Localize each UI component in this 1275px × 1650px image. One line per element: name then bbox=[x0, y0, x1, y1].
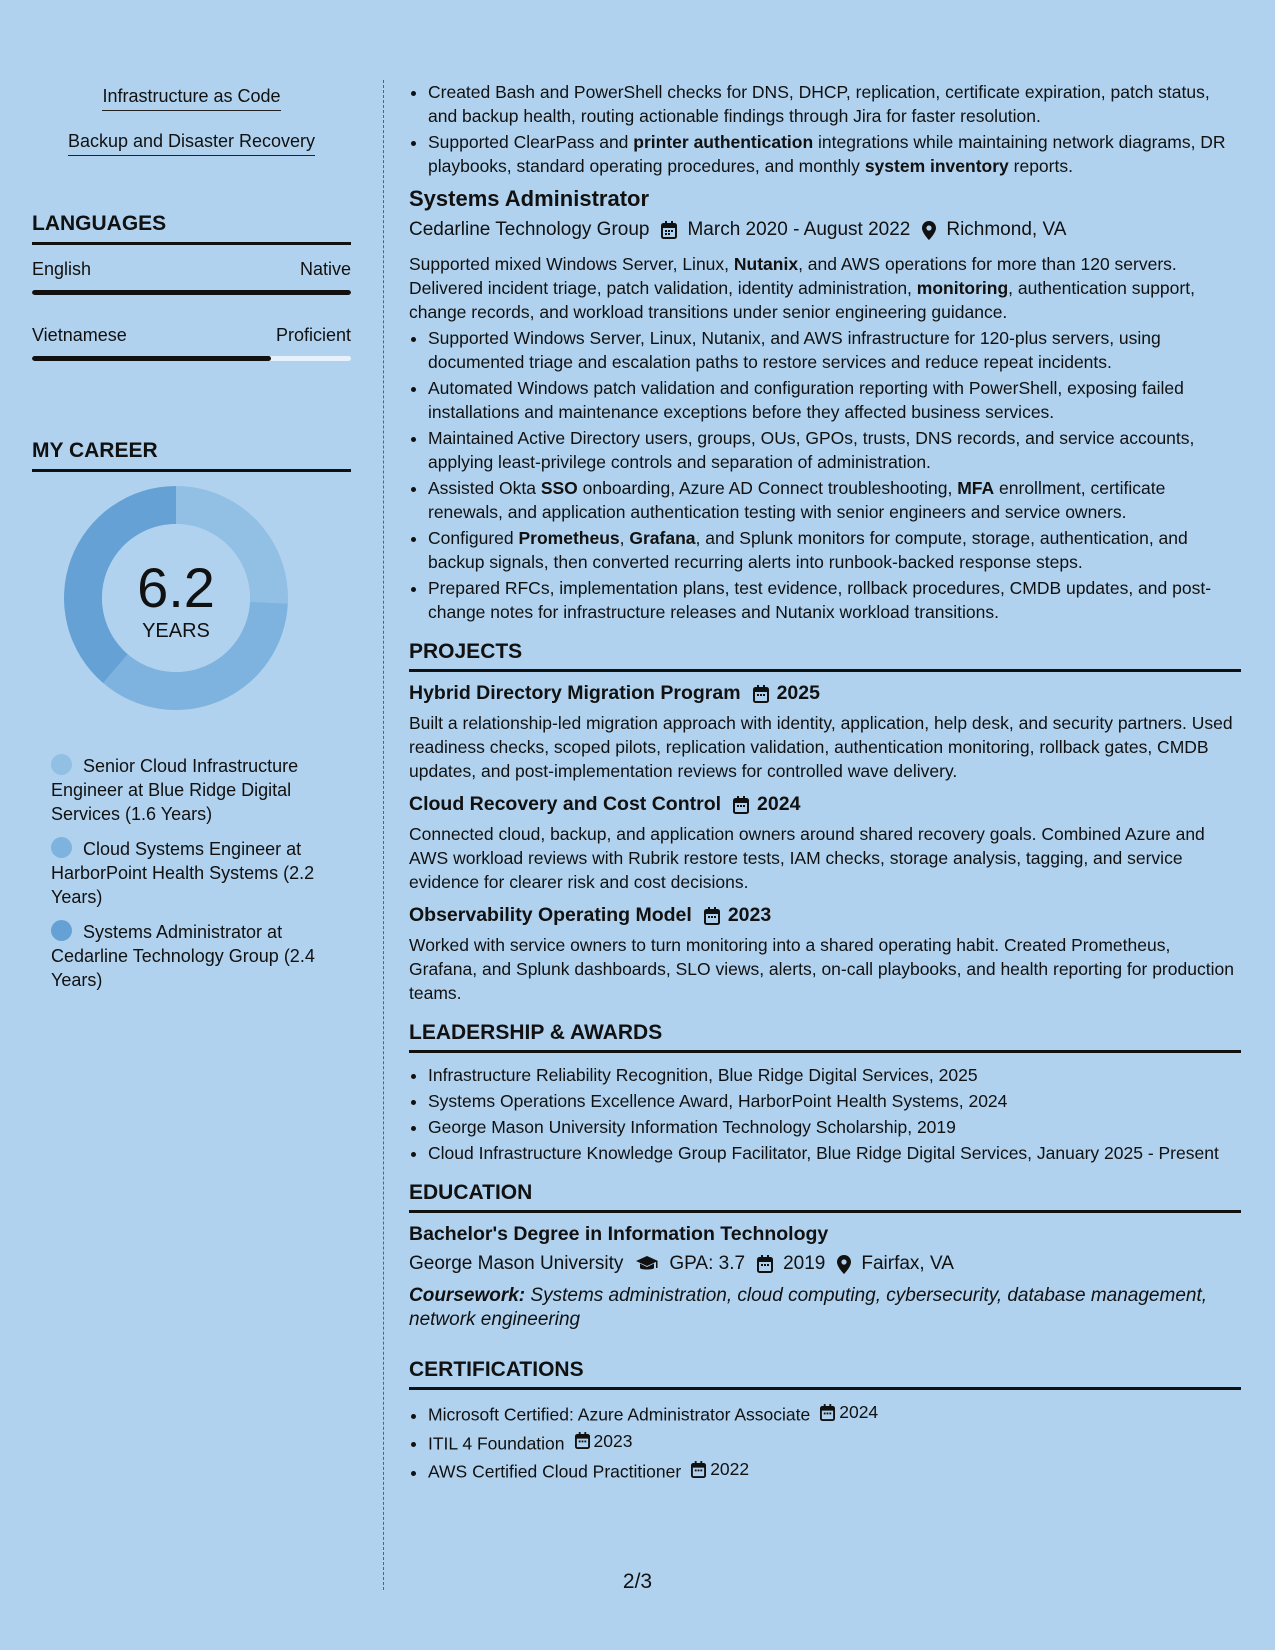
language-name: English bbox=[32, 259, 92, 279]
language-bar-fill bbox=[32, 290, 351, 295]
career-donut bbox=[32, 486, 351, 726]
legend-label: Systems Administrator at Cedarline Technology Group (2.4 Years) bbox=[51, 922, 315, 990]
languages-title: LANGUAGES bbox=[32, 212, 351, 245]
certification-item bbox=[428, 1457, 1241, 1484]
award-item: • Systems Operations Excellence Award, HarborPoint Health Systems, 2024 bbox=[428, 1089, 1241, 1113]
education-degree: Bachelor's Degree in Information Technology bbox=[409, 1223, 829, 1245]
certification-item bbox=[428, 1429, 1241, 1456]
job-dates: March 2020 - August 2022 bbox=[687, 219, 911, 240]
calendar-icon bbox=[704, 907, 720, 925]
language-item bbox=[32, 325, 351, 361]
award-item: • Cloud Infrastructure Knowledge Group Facilitator, Blue Ridge Digital Services, January 2025 - Present bbox=[428, 1141, 1241, 1165]
project-item bbox=[409, 793, 1241, 894]
education-location: Fairfax, VA bbox=[861, 1253, 954, 1274]
calendar-icon bbox=[575, 1432, 590, 1449]
career-years-label: YEARS bbox=[142, 620, 210, 642]
job-summary: Supported mixed Windows Server, Linux, Nutanix, and AWS operations for more than 120 servers. Delivered incident triage, patch validation, identity administration, monitoring, authentication support, change records, and workload transitions under senior engineering guidance. bbox=[409, 254, 1195, 322]
project-year: 2024 bbox=[757, 793, 801, 815]
job-company: Cedarline Technology Group bbox=[409, 219, 650, 240]
certification-item bbox=[428, 1400, 1241, 1427]
skills-list bbox=[32, 78, 351, 168]
language-level: Proficient bbox=[275, 325, 351, 345]
project-item bbox=[409, 682, 1241, 783]
previous-job-bullets bbox=[409, 80, 1241, 178]
calendar-icon bbox=[691, 1461, 706, 1478]
graduation-cap-icon bbox=[635, 1255, 659, 1273]
education-entry bbox=[409, 1223, 1241, 1332]
education-school: George Mason University bbox=[409, 1253, 624, 1274]
career-legend-item bbox=[51, 754, 351, 826]
map-pin-icon bbox=[922, 221, 936, 240]
certifications-list bbox=[409, 1400, 1241, 1484]
certification-year: 2024 bbox=[839, 1402, 879, 1422]
bullet-item: • Configured Prometheus, Grafana, and Splunk monitors for compute, storage, authentication, and backup signals, then converted recurring alerts into runbook-backed response steps. bbox=[428, 526, 1241, 574]
project-year: 2023 bbox=[727, 904, 772, 926]
bullet-item: • Automated Windows patch validation and configuration reporting with PowerShell, exposing failed installations and maintenance exceptions before they affected business services. bbox=[428, 376, 1241, 424]
calendar-icon bbox=[753, 685, 769, 703]
project-name: Hybrid Directory Migration Program bbox=[409, 682, 741, 704]
certification-year: 2022 bbox=[710, 1459, 750, 1479]
awards-title: LEADERSHIP & AWARDS bbox=[409, 1021, 1241, 1053]
bullet-item: • Supported Windows Server, Linux, Nutanix, and AWS infrastructure for 120-plus servers, using documented triage and escalation paths to restore services and reduce repeat incidents. bbox=[428, 326, 1241, 374]
language-bar bbox=[32, 290, 351, 295]
calendar-icon bbox=[820, 1404, 835, 1421]
certifications-title: CERTIFICATIONS bbox=[409, 1358, 1241, 1390]
languages-section bbox=[32, 212, 351, 361]
language-item bbox=[32, 259, 351, 295]
projects-title: PROJECTS bbox=[409, 640, 1241, 672]
award-item: • Infrastructure Reliability Recognition, Blue Ridge Digital Services, 2025 bbox=[428, 1063, 1241, 1087]
map-pin-icon bbox=[837, 1255, 851, 1274]
project-description: Worked with service owners to turn monitoring into a shared operating habit. Created Prometheus, Grafana, and Splunk dashboards, SLO views, alerts, on-call playbooks, and health reporting for production teams. bbox=[409, 935, 1234, 1003]
project-name: Cloud Recovery and Cost Control bbox=[409, 793, 722, 815]
calendar-icon bbox=[757, 1255, 773, 1273]
left-column bbox=[32, 78, 351, 1003]
project-name: Observability Operating Model bbox=[409, 904, 692, 926]
certification-name: Microsoft Certified: Azure Administrator Associate bbox=[428, 1404, 811, 1425]
skill-item: Infrastructure as Code bbox=[102, 86, 280, 111]
coursework-label: Coursework: bbox=[409, 1285, 526, 1306]
page-number: 2/3 bbox=[622, 1570, 653, 1593]
education-year: 2019 bbox=[783, 1253, 826, 1274]
language-bar-fill bbox=[32, 356, 271, 361]
legend-label: Cloud Systems Engineer at HarborPoint Health Systems (2.2 Years) bbox=[51, 839, 315, 907]
language-level: Native bbox=[299, 259, 351, 279]
column-divider bbox=[383, 80, 384, 1590]
project-description: Built a relationship-led migration approach with identity, application, help desk, and security partners. Used readiness checks, scoped pilots, replication validation, authentication monitoring, rollback gates, CMDB updates, and post-implementation reviews for controlled wave delivery. bbox=[409, 713, 1233, 781]
project-year: 2025 bbox=[776, 682, 820, 704]
legend-dot bbox=[51, 754, 72, 775]
job-title: Systems Administrator bbox=[409, 186, 650, 211]
awards-list bbox=[409, 1063, 1241, 1165]
career-legend-item bbox=[51, 837, 351, 909]
bullet-item: • Supported ClearPass and printer authentication integrations while maintaining network diagrams, DR playbooks, standard operating procedures, and monthly system inventory reports. bbox=[428, 130, 1241, 178]
job-bullets bbox=[409, 326, 1241, 624]
certification-name: ITIL 4 Foundation bbox=[428, 1433, 565, 1453]
project-description: Connected cloud, backup, and application owners around shared recovery goals. Combined Azure and AWS workload reviews with Rubrik restore tests, IAM checks, storage analysis, tagging, and service evidence for clearer risk and cost decisions. bbox=[409, 824, 1205, 892]
career-legend bbox=[32, 754, 351, 992]
bullet-item: • Assisted Okta SSO onboarding, Azure AD Connect troubleshooting, MFA enrollment, certificate renewals, and application authentication testing with senior engineers and service owners. bbox=[428, 476, 1241, 524]
bullet-item: • Maintained Active Directory users, groups, OUs, GPOs, trusts, DNS records, and service accounts, applying least-privilege controls and separation of administration. bbox=[428, 426, 1241, 474]
career-section bbox=[32, 439, 351, 992]
bullet-item: • Created Bash and PowerShell checks for DNS, DHCP, replication, certificate expiration, patch status, and backup health, routing actionable findings through Jira for faster resolution. bbox=[428, 80, 1241, 128]
job-meta bbox=[409, 216, 1241, 244]
certification-year: 2023 bbox=[593, 1430, 633, 1451]
career-title: MY CAREER bbox=[32, 439, 351, 472]
career-years-value: 6.2 bbox=[137, 556, 215, 619]
education-gpa: GPA: 3.7 bbox=[669, 1253, 746, 1274]
skill-item: Backup and Disaster Recovery bbox=[68, 131, 315, 156]
job-entry bbox=[409, 186, 1241, 624]
legend-label: Senior Cloud Infrastructure Engineer at Blue Ridge Digital Services (1.6 Years) bbox=[51, 756, 299, 824]
calendar-icon bbox=[661, 221, 677, 239]
award-item: • George Mason University Information Technology Scholarship, 2019 bbox=[428, 1115, 1241, 1139]
job-location: Richmond, VA bbox=[946, 219, 1067, 240]
career-legend-item bbox=[51, 920, 351, 992]
legend-dot bbox=[51, 920, 72, 941]
right-column bbox=[409, 80, 1241, 1486]
coursework-text: Systems administration, cloud computing, cybersecurity, database management, network engineering bbox=[409, 1285, 1208, 1330]
language-name: Vietnamese bbox=[32, 325, 127, 345]
education-title: EDUCATION bbox=[409, 1181, 1241, 1213]
education-coursework bbox=[409, 1284, 1241, 1332]
certification-name: AWS Certified Cloud Practitioner bbox=[428, 1461, 682, 1482]
education-meta bbox=[409, 1250, 1241, 1278]
language-bar bbox=[32, 356, 351, 361]
bullet-item: • Prepared RFCs, implementation plans, test evidence, rollback procedures, CMDB updates, and post-change notes for infrastructure releases and Nutanix workload transitions. bbox=[428, 576, 1241, 624]
legend-dot bbox=[51, 837, 72, 858]
project-item bbox=[409, 904, 1241, 1005]
calendar-icon bbox=[733, 796, 749, 814]
